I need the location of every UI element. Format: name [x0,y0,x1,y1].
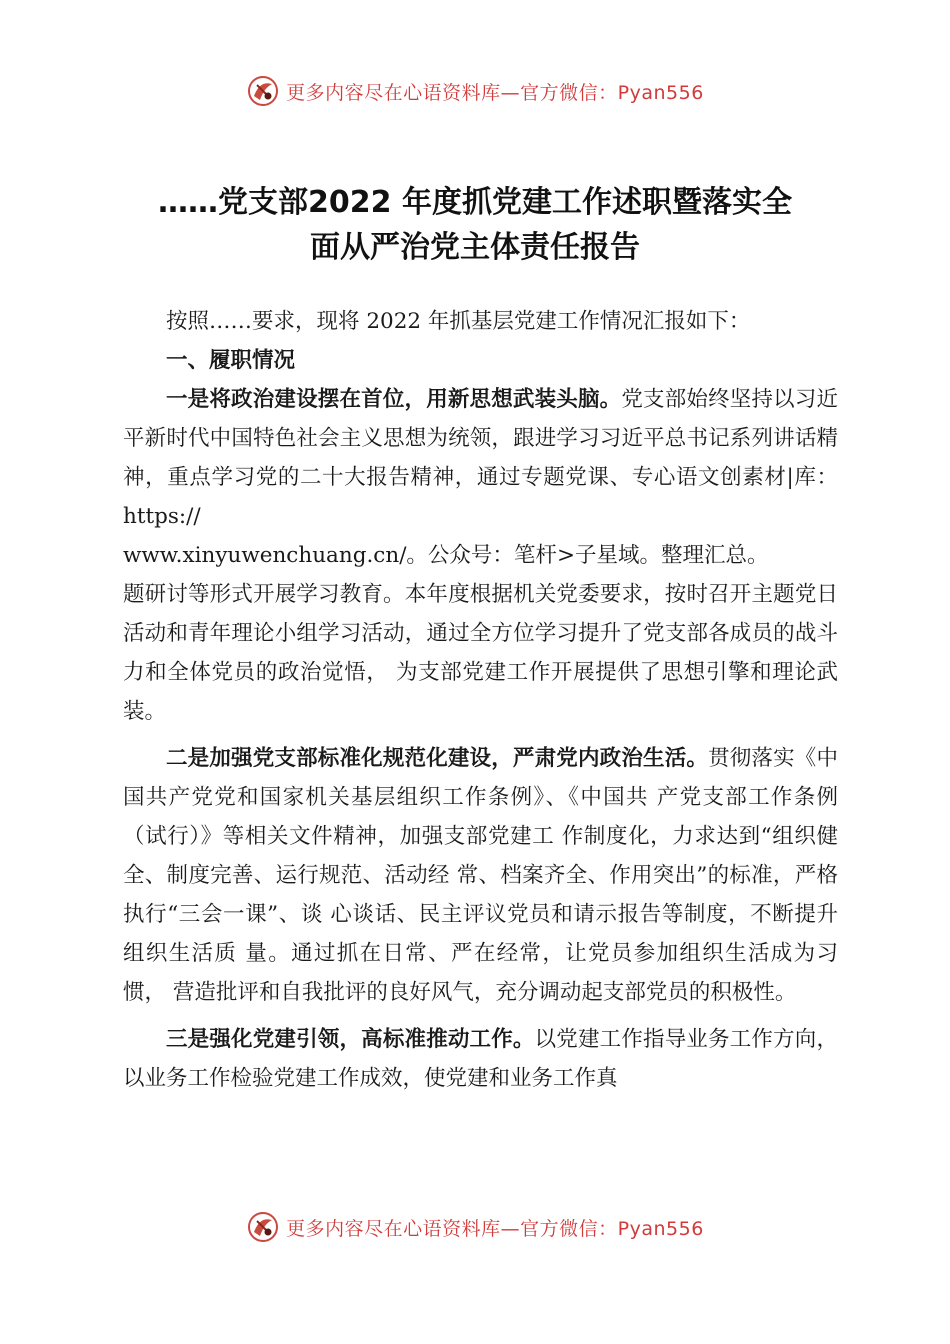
paragraph-2 [123,739,838,1012]
watermark-text: 更多内容尽在心语资料库—官方微信：Pyan556 [286,81,704,104]
watermark-text: 更多内容尽在心语资料库—官方微信：Pyan556 [286,1217,704,1240]
paragraph-1-text: 党支部始终坚持以习近平新时代中国特色社会主义思想为统领，跟进学习习近平总书记系列讲话精神，重点学习党的二十大报告精神，通过专题党课、专心语文创素材|库：https:// [123,387,838,529]
paragraph-3-lead: 三是强化党建引领，高标准推动工作。 [166,1027,535,1052]
document-title [110,180,840,270]
section-heading: 一、履职情况 [166,348,296,373]
calligraphy-seal-logo [246,1210,280,1244]
paragraph-1-url-line: www.xinyuwenchuang.cn/。公众号：笔杆>子星域。整理汇总。 [123,543,769,568]
footer-watermark-banner [0,1207,950,1247]
paragraph-1 [123,380,838,536]
paragraph-3-text: 以党建工作指导业务工作方向，以业务工作检验党建工作成效，使党建和业务工作真 [123,1027,838,1091]
paragraph-1-lead: 一是将政治建设摆在首位，用新思想武装头脑。 [166,387,622,412]
paragraph-2-text: 贯彻落实《中国共产党党和国家机关基层组织工作条例》、《中国共 产党支部工作条例（试行）》等相关文件精神，加强支部党建工 作制度化，力求达到“组织健全、制度完善、运行规范、活动经 常、档案齐全、作用突出”的标准，严格执行“三会一课”、谈 心谈话、民主评议党员和请示报告等制度，不断提升组织生活质 量。通过抓在日常、严在经常，让党员参加组织生活成为习惯， 营造批评和自我批评的良好风气，充分调动起支部党员的积极性。 [123,746,838,1005]
title-line-1: ……党支部2022 年度抓党建工作述职暨落实全 [158,185,792,220]
paragraph-2-lead: 二是加强党支部标准化规范化建设，严肃党内政治生活。 [166,746,709,771]
document-body [123,302,838,1098]
calligraphy-seal-logo [246,74,280,108]
paragraph-1-continuation: 题研讨等形式开展学习教育。本年度根据机关党委要求，按时召开主题党日活动和青年理论小组学习活动，通过全方位学习提升了党支部各成员的战斗力和全体党员的政治觉悟， 为支部党建工作开展提供了思想引擎和理论武装。 [123,582,838,724]
title-line-2: 面从严治党主体责任报告 [310,230,640,265]
header-watermark-banner [0,71,950,111]
intro-paragraph: 按照……要求，现将 2022 年抓基层党建工作情况汇报如下： [166,309,751,334]
paragraph-3 [123,1020,838,1098]
